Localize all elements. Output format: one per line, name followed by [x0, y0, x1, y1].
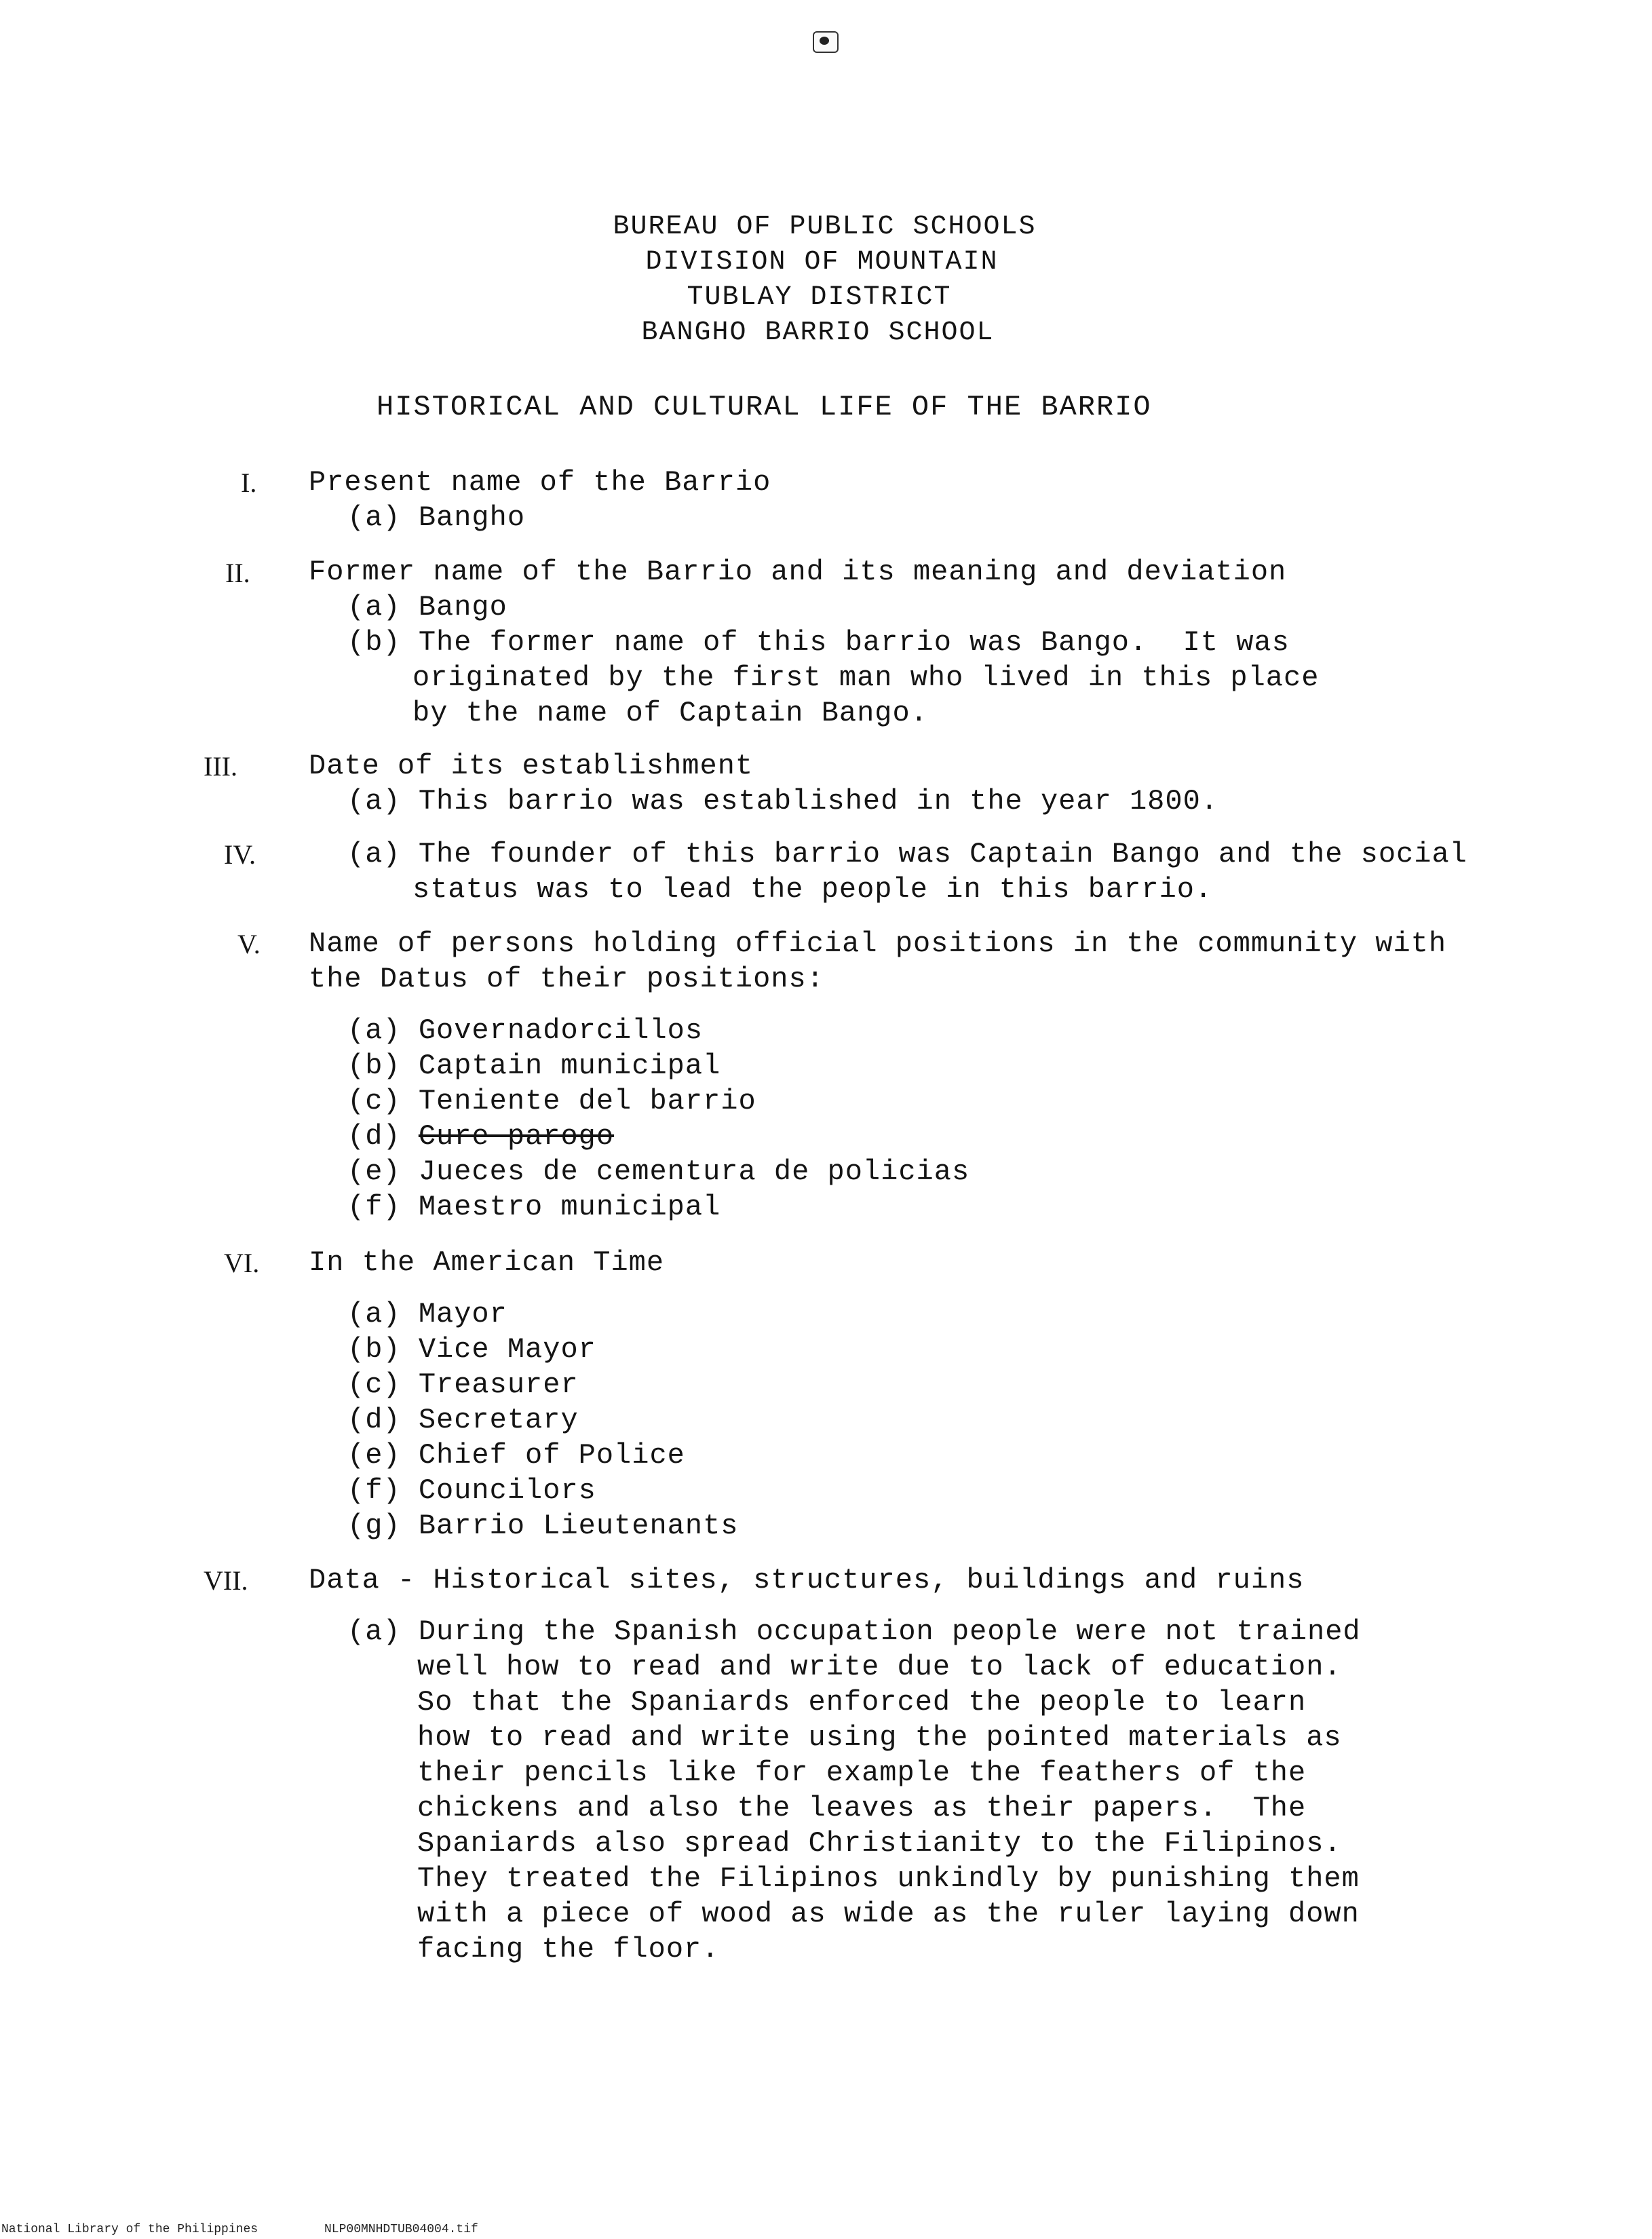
paragraph-line: well how to read and write due to lack of education.	[417, 1651, 1342, 1683]
footer-library-name: National Library of the Philippines	[1, 2223, 258, 2236]
list-item: (g) Barrio Lieutenants	[347, 1510, 739, 1542]
section-item-continued: originated by the first man who lived in this place	[412, 662, 1320, 694]
header-school: BANGHO BARRIO SCHOOL	[641, 318, 995, 348]
library-stamp-icon	[813, 31, 839, 53]
list-item: (f) Councilors	[347, 1474, 596, 1507]
header-district: TUBLAY DISTRICT	[687, 282, 952, 313]
section-number: VI.	[224, 1248, 260, 1278]
footer-file-name: NLP00MNHDTUB04004.tif	[324, 2223, 478, 2236]
list-item: (a) Governadorcillos	[347, 1014, 704, 1047]
list-item: (c) Teniente del barrio	[347, 1085, 756, 1117]
list-item: (b) Captain municipal	[347, 1050, 721, 1082]
list-item: (e) Chief of Police	[347, 1439, 685, 1472]
list-item: (b) Vice Mayor	[347, 1333, 596, 1366]
section-item: (b) The former name of this barrio was Bango. It was	[347, 626, 1290, 659]
header-bureau: BUREAU OF PUBLIC SCHOOLS	[613, 212, 1037, 242]
list-item: (d) Secretary	[347, 1404, 579, 1436]
section-heading: Date of its establishment	[309, 750, 754, 782]
paragraph-line: with a piece of wood as wide as the ruler laying down	[417, 1898, 1360, 1930]
list-item: (a) Mayor	[347, 1298, 507, 1331]
paragraph-line: They treated the Filipinos unkindly by punishing them	[417, 1862, 1360, 1895]
struck-text: Cure parogo	[418, 1120, 615, 1153]
paragraph-line: chickens and also the leaves as their papers. The	[417, 1792, 1307, 1824]
section-number: I.	[241, 467, 257, 498]
list-item-label: (d)	[347, 1120, 401, 1153]
list-item: (f) Maestro municipal	[347, 1191, 721, 1223]
list-item: (e) Jueces de cementura de policias	[347, 1155, 970, 1188]
list-item: (c) Treasurer	[347, 1369, 579, 1401]
document-title: HISTORICAL AND CULTURAL LIFE OF THE BARRIO	[377, 391, 1152, 423]
paragraph-line: So that the Spaniards enforced the people to learn	[417, 1686, 1307, 1719]
paragraph-line: facing the floor.	[417, 1933, 720, 1966]
section-item-continued: by the name of Captain Bango.	[412, 697, 928, 729]
paragraph-line: (a) During the Spanish occupation people were not trained	[347, 1615, 1361, 1648]
paragraph-line: how to read and write using the pointed materials as	[417, 1721, 1342, 1754]
section-number: III.	[204, 751, 237, 782]
section-number: II.	[225, 558, 250, 588]
section-heading-continued: the Datus of their positions:	[309, 963, 824, 995]
section-number: V.	[237, 929, 261, 959]
section-item: (a) This barrio was established in the year 1800.	[347, 785, 1219, 818]
section-item-continued: status was to lead the people in this barrio.	[412, 873, 1213, 906]
section-item: (a) Bangho	[347, 501, 526, 534]
section-heading: Former name of the Barrio and its meaning and deviation	[309, 556, 1287, 588]
section-number: VII.	[204, 1565, 248, 1596]
section-heading: Present name of the Barrio	[309, 466, 771, 499]
section-number: IV.	[224, 839, 256, 870]
header-division: DIVISION OF MOUNTAIN	[645, 247, 999, 278]
section-heading: In the American Time	[309, 1246, 665, 1279]
section-item: (a) Bango	[347, 591, 507, 624]
section-heading: Name of persons holding official positions in the community with	[309, 927, 1447, 960]
list-item	[347, 1122, 614, 1151]
paragraph-line: their pencils like for example the feathers of the	[417, 1757, 1307, 1789]
paragraph-line: Spaniards also spread Christianity to the Filipinos.	[417, 1827, 1342, 1860]
section-item: (a) The founder of this barrio was Captain Bango and the social	[347, 838, 1467, 870]
section-heading: Data - Historical sites, structures, buildings and ruins	[309, 1564, 1305, 1596]
